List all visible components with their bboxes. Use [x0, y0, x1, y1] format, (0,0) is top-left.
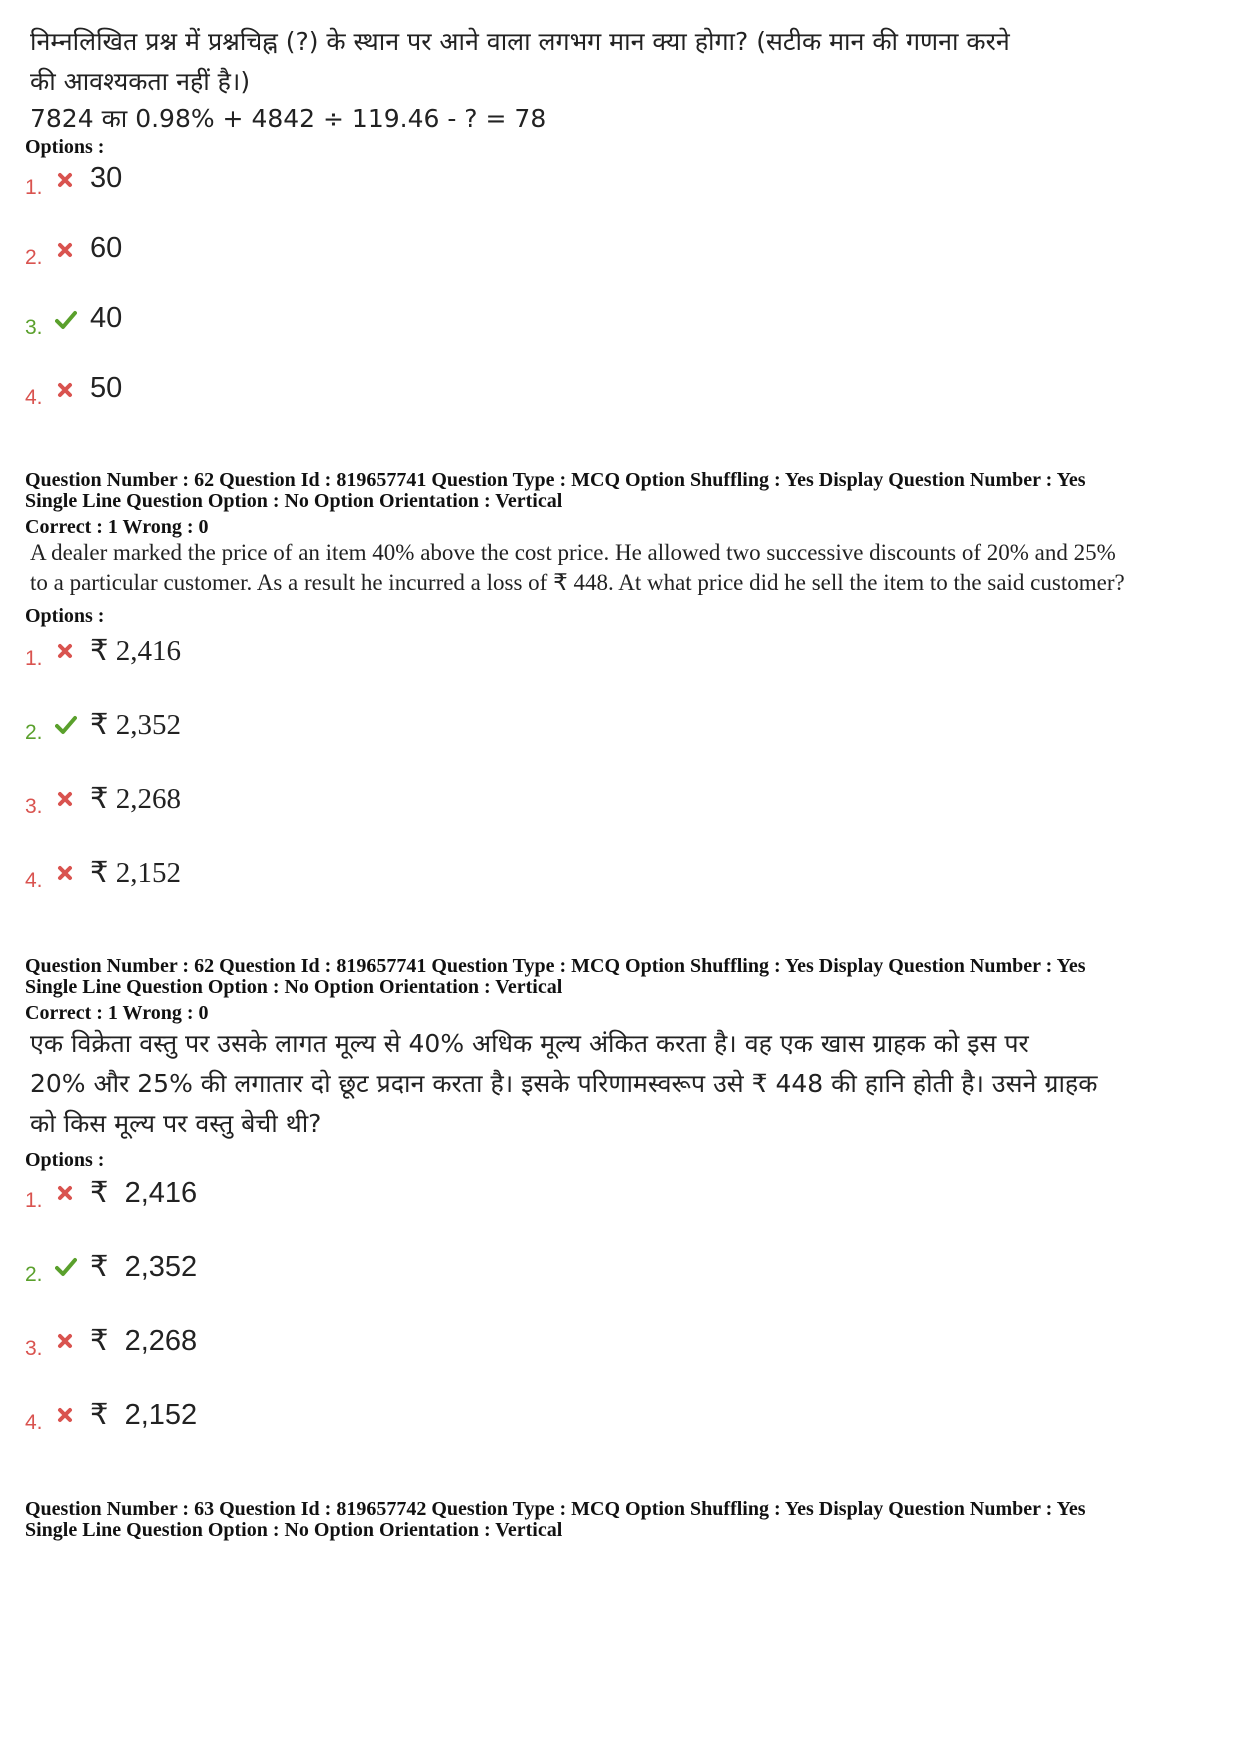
- option-number: 4.: [25, 1411, 43, 1434]
- question-meta: [25, 470, 1085, 538]
- option-value: 40: [90, 302, 123, 334]
- option-number: 1.: [25, 1189, 43, 1212]
- question-line: to a particular customer. As a result he incurred a loss of ₹ 448. At what price did he sell the item to the said customer?: [30, 570, 1125, 595]
- option-value: 50: [90, 372, 123, 404]
- meta-line: Single Line Question Option : No Option Orientation : Vertical: [25, 1519, 563, 1541]
- options-label: Options :: [25, 1149, 105, 1171]
- check-icon: [55, 715, 75, 735]
- question-line: A dealer marked the price of an item 40% above the cost price. He allowed two successive discounts of 20% and 25%: [30, 540, 1116, 565]
- question-line: एक विक्रेता वस्तु पर उसके लागत मूल्य से 40% अधिक मूल्य अंकित करता है। वह एक खास ग्राहक को इस पर: [30, 1029, 1029, 1058]
- cross-icon: [55, 789, 75, 809]
- meta-line: Question Number : 62 Question Id : 819657741 Question Type : MCQ Option Shuffling : Yes Display Question Number : Yes: [25, 955, 1086, 977]
- meta-line: Question Number : 63 Question Id : 819657742 Question Type : MCQ Option Shuffling : Yes Display Question Number : Yes: [25, 1498, 1086, 1520]
- question-text: [30, 1024, 1220, 1144]
- marks-line: Correct : 1 Wrong : 0: [25, 516, 209, 538]
- cross-icon: [55, 1405, 75, 1425]
- question-line: को किस मूल्य पर वस्तु बेची थी?: [30, 1109, 322, 1138]
- option-value: ₹ 2,416: [90, 635, 181, 667]
- question-line: की आवश्यकता नहीं है।): [30, 67, 251, 96]
- question-text: [30, 22, 1220, 136]
- option-number: 3.: [25, 1337, 43, 1360]
- cross-icon: [55, 863, 75, 883]
- option-number: 4.: [25, 869, 43, 892]
- option-number: 2.: [25, 721, 43, 744]
- option-number: 2.: [25, 1263, 43, 1286]
- question-line: 7824 का 0.98% + 4842 ÷ 119.46 - ? = 78: [30, 104, 547, 133]
- cross-icon: [55, 240, 75, 260]
- question-line: निम्नलिखित प्रश्न में प्रश्नचिह्न (?) के स्थान पर आने वाला लगभग मान क्या होगा? (सटीक मान की गणना करने: [30, 27, 1010, 56]
- option-value: ₹ 2,268: [90, 783, 181, 815]
- cross-icon: [55, 170, 75, 190]
- question-text: [30, 538, 1225, 598]
- option-number: 2.: [25, 246, 43, 269]
- option-number: 3.: [25, 316, 43, 339]
- option-value: ₹ 2,152: [90, 857, 181, 889]
- cross-icon: [55, 1183, 75, 1203]
- options-label: Options :: [25, 136, 105, 158]
- option-value: ₹ 2,268: [90, 1325, 198, 1357]
- meta-line: Single Line Question Option : No Option Orientation : Vertical: [25, 490, 563, 512]
- option-number: 1.: [25, 647, 43, 670]
- options-label: Options :: [25, 605, 105, 627]
- check-icon: [55, 1257, 75, 1277]
- question-meta: [25, 956, 1085, 1024]
- option-value: ₹ 2,152: [90, 1399, 198, 1431]
- meta-line: Single Line Question Option : No Option Orientation : Vertical: [25, 976, 563, 998]
- check-icon: [55, 310, 75, 330]
- marks-line: Correct : 1 Wrong : 0: [25, 1002, 209, 1024]
- option-value: ₹ 2,352: [90, 709, 181, 741]
- cross-icon: [55, 380, 75, 400]
- option-number: 3.: [25, 795, 43, 818]
- option-number: 1.: [25, 176, 43, 199]
- option-value: ₹ 2,352: [90, 1251, 198, 1283]
- question-line: 20% और 25% की लगातार दो छूट प्रदान करता है। इसके परिणामस्वरूप उसे ₹ 448 की हानि होती है। उसने ग्राहक: [30, 1069, 1098, 1098]
- question-meta: [25, 1499, 1085, 1541]
- cross-icon: [55, 641, 75, 661]
- option-value: ₹ 2,416: [90, 1177, 198, 1209]
- meta-line: Question Number : 62 Question Id : 819657741 Question Type : MCQ Option Shuffling : Yes Display Question Number : Yes: [25, 469, 1086, 491]
- option-value: 30: [90, 162, 123, 194]
- option-number: 4.: [25, 386, 43, 409]
- option-value: 60: [90, 232, 123, 264]
- cross-icon: [55, 1331, 75, 1351]
